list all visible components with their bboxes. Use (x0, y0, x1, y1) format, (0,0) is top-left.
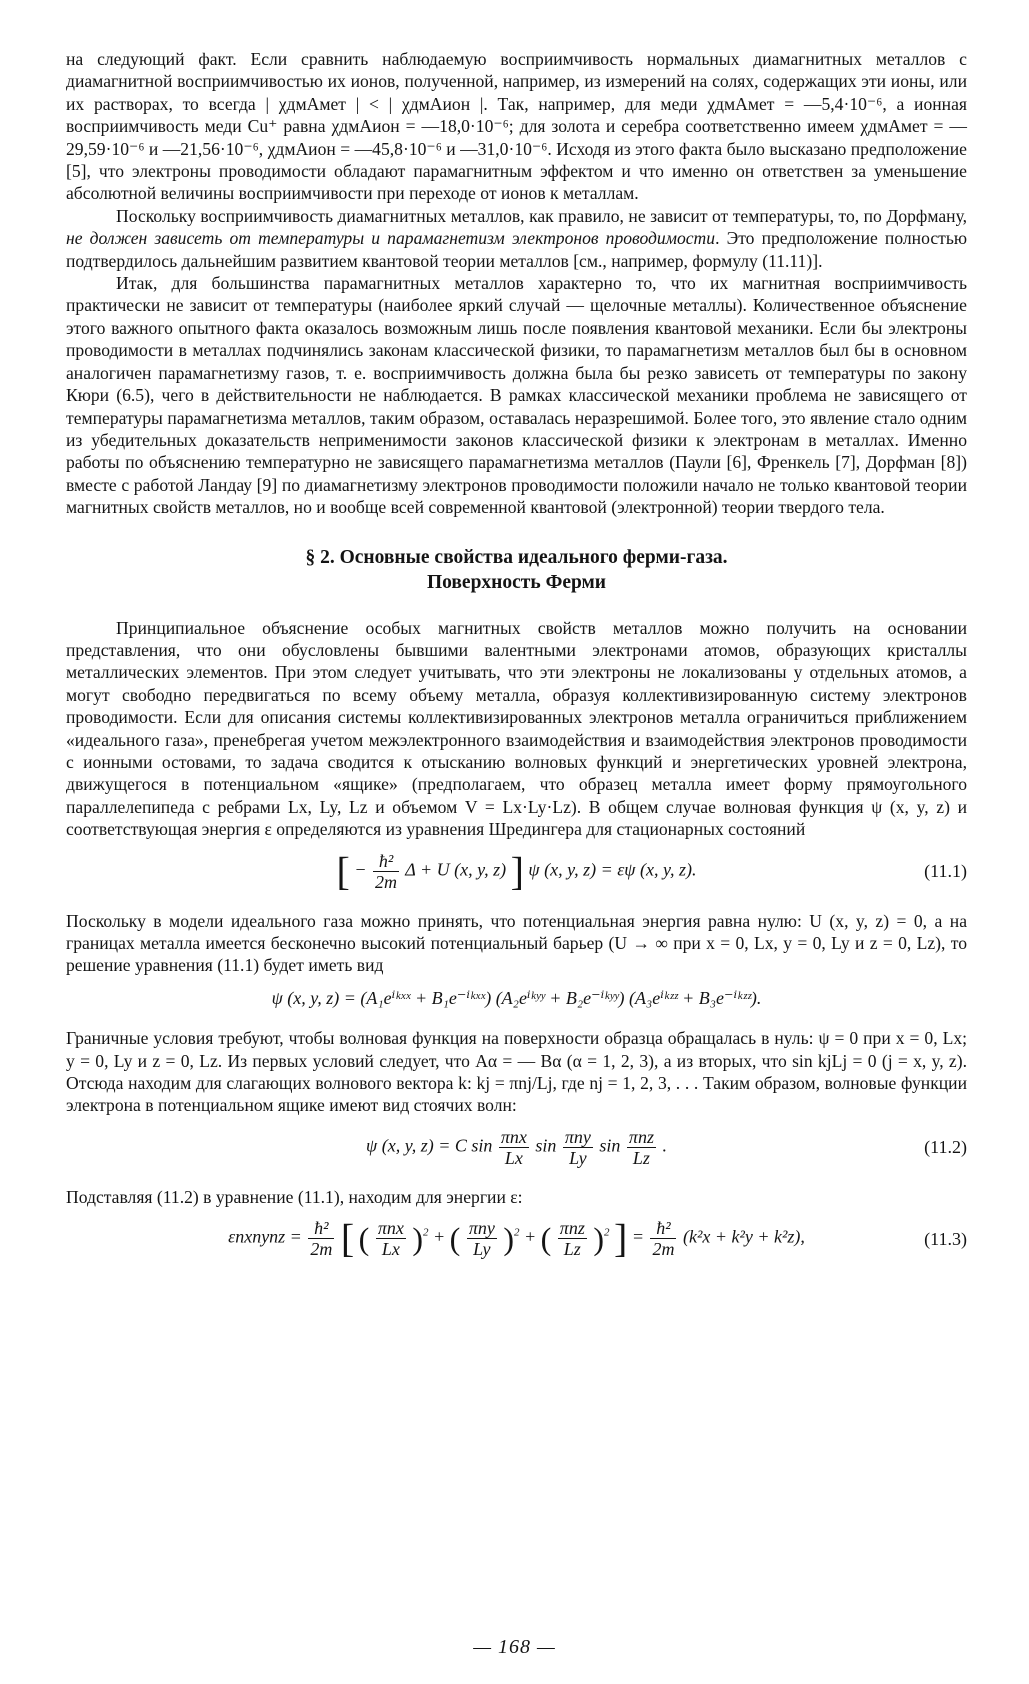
equation-bracket-close: ] (613, 1215, 628, 1261)
paren-close: ) (503, 1220, 514, 1257)
equation-bracket-open: [ (340, 1215, 355, 1261)
paren-open: ( (540, 1220, 552, 1257)
fraction-numerator: πny (468, 1218, 495, 1239)
fraction-numerator: πny (564, 1126, 591, 1147)
equation-number: (11.1) (924, 860, 967, 881)
equation-wavefunction-text: ψ (x, y, z) = (A₁eⁱᵏˣˣ + B₁e⁻ⁱᵏˣˣ) (A₂eⁱᵏʸʸ + B₂e⁻ⁱᵏʸʸ) (A₃eⁱᵏᶻᶻ + B₃e⁻ⁱᵏᶻᶻ). (271, 987, 762, 1008)
equation-lhs: ψ (x, y, z) = C sin (366, 1135, 493, 1156)
fraction-z (558, 1218, 587, 1259)
equation-11-2 (66, 1127, 967, 1168)
fraction-denominator: Ly (563, 1147, 593, 1168)
paragraph-paramagnetic-metals: Итак, для большинства парамагнитных металлов характерно то, что их магнитная восприимчивость практически не зависит от температуры (наиболее яркий случай — щелочные металлы). Количественное объяснение этого важного опытного факта оказалось возможным лишь после появления квантовой механики. Если бы электроны проводимости в металлах подчинялись законам классической физики, то парамагнетизм металлов был бы в основном аналогичен парамагнетизму газов, т. е. восприимчивость должна была бы резко зависеть от температуры по закону Кюри (6.5), чего в действительности не наблюдается. В рамках классической механики проблема не зависящего от температуры парамагнетизма металлов, таким образом, оставалась неразрешимой. Более того, это явление стало одним из убедительных доказательств неприменимости законов классической физики к электронам в металлах. Именно работы по объяснению температурно не зависящего парамагнетизма металлов (Паули [6], Френкель [7], Дорфман [8]) вместе с работой Ландау [9] по диамагнетизму электронов проводимости положили начало не только квантовой теории магнитных свойств металлов, но и вообще всей современной квантовой (электронной) теории твердого тела. (66, 273, 967, 518)
equation-11-3 (66, 1215, 967, 1261)
fraction-denominator: Ly (467, 1238, 497, 1259)
equation-wavefunction-general (66, 987, 967, 1009)
fraction-z (627, 1127, 656, 1168)
equals-sign: = (631, 1226, 644, 1247)
fraction-y (563, 1127, 593, 1168)
paren-open: ( (358, 1220, 370, 1257)
equation-bracket-close: ] (510, 848, 524, 894)
paragraph-dorfman (66, 205, 967, 272)
fraction-denominator: 2m (375, 871, 398, 892)
fraction-y (467, 1218, 497, 1259)
paragraph-substituting: Подставляя (11.2) в уравнение (11.1), находим для энергии ε: (66, 1186, 523, 1207)
paragraph-diamagnetic-ions: на следующий факт. Если сравнить наблюдаемую восприимчивость нормальных диамагнитных металлов с диамагнитной восприимчивостью их ионов, полученной, например, из измерений на солях, содержащих эти ионы, или их растворах, то всегда | χдмAмет | < | χдмAион |. Так, например, для меди χдмAмет = —5,4·10⁻⁶, а ионная восприимчивость меди Cu⁺ равна χдмAион = —18,0·10⁻⁶; для золота и серебра соответственно имеем χдмAмет = —29,59·10⁻⁶ и —21,56·10⁻⁶, χдмAион = —45,8·10⁻⁶ и —31,0·10⁻⁶. Исходя из этого факта было высказано предположение [5], что электроны проводимости обладают парамагнитным эффектом и что именно он ответствен за уменьшение абсолютной величины восприимчивости при переходе от ионов к металлам. (66, 49, 967, 204)
paragraph-boundary-conditions: Граничные условия требуют, чтобы волновая функция на поверхности образца обращалась в нуль: ψ = 0 при x = 0, Lx; y = 0, Ly и z = 0, Lz. Из первых условий следует, что Aα = — Bα (α = 1, 2, 3), а из вторых, что sin kjLj = 0 (j = x, y, z). Отсюда находим для слагающих волнового вектора k: kj = πnj/Lj, где nj = 1, 2, 3, . . . Таким образом, волновые функции электрона в потенциальном ящике имеют вид стоячих волн: (66, 1028, 967, 1116)
equation-number: (11.3) (924, 1228, 967, 1249)
fraction-numerator: πnx (500, 1126, 527, 1147)
paragraph-dorfman-start: Поскольку восприимчивость диамагнитных металлов, как правило, не зависит от температуры, то, по Дорфману, (116, 205, 967, 226)
equation-period: . (662, 1135, 667, 1156)
fraction-numerator: ħ² (656, 1218, 671, 1239)
fraction-numerator: πnx (377, 1218, 404, 1239)
equation-number: (11.2) (924, 1137, 967, 1158)
paren-close: ) (412, 1220, 423, 1257)
paragraph-fermi-gas-intro: Принципиальное объяснение особых магнитных свойств металлов можно получить на основании представления, что они обусловлены бывшими валентными электронами атомов, образующих кристаллы металлических элементов. При этом следует учитывать, что эти электроны не локализованы у отдельных атомов, а могут свободно передвигаться по всему объему металла, образуя коллективизированную систему электронов проводимости. Если для описания системы коллективизированных электронов металла ограничиться приближением «идеального газа», пренебрегая учетом межэлектронного взаимодействия и взаимодействия электронов проводимости с ионными остовами, то задача сводится к отысканию волновых функций и энергетических уровней электрона, движущегося в потенциальном «ящике» (предполагаем, что образец металла имеет форму прямоугольного параллелепипеда с ребрами Lx, Ly, Lz и объемом V = Lx·Ly·Lz). В общем случае волновая функция ψ (x, y, z) и соответствующая энергия ε определяются из уравнения Шредингера для стационарных состояний (66, 617, 967, 840)
section-heading-line1: § 2. Основные свойства идеального ферми-газа. (305, 546, 728, 568)
plus-sign: + (433, 1226, 446, 1247)
fraction-x (499, 1127, 529, 1168)
paragraph-dorfman-end: . Это предположение полностью подтвердилось дальнейшим развитием квантовой теории металлов [см., например, формулу (11.11)]. (66, 228, 967, 271)
equation-fraction-h2-2m (373, 851, 399, 892)
fraction-numerator: πnz (628, 1126, 654, 1147)
fraction-denominator: Lz (558, 1238, 587, 1259)
paragraph-ideal-gas-potential: Поскольку в модели идеального газа можно принять, что потенциальная энергия равна нулю: U (x, y, z) = 0, а на границах металла имеется бесконечно высокий потенциальный барьер (U → ∞ при x = 0, Lx, y = 0, Ly и z = 0, Lz), то решение уравнения (11.1) будет иметь вид (66, 910, 967, 976)
sin-label: sin (599, 1135, 621, 1156)
fraction-x (376, 1218, 406, 1259)
fraction-denominator: Lz (627, 1147, 656, 1168)
fraction-numerator: ħ² (378, 850, 394, 871)
exponent: 2 (603, 1226, 610, 1239)
equation-bracket-open: [ (336, 848, 350, 894)
equation-rhs: ψ (x, y, z) = εψ (x, y, z). (528, 859, 697, 880)
fraction-denominator: Lx (499, 1147, 529, 1168)
equation-fraction-h2-2m-rhs (650, 1218, 676, 1259)
equation-fraction-h2-2m (308, 1218, 334, 1259)
exponent: 2 (423, 1226, 429, 1239)
equation-11-1 (66, 848, 967, 894)
fraction-denominator: 2m (652, 1239, 675, 1260)
fraction-numerator: ħ² (314, 1218, 329, 1239)
equation-minus: − (354, 859, 367, 880)
exponent: 2 (513, 1226, 520, 1239)
page-number: — 168 — (473, 1636, 556, 1658)
section-heading (66, 545, 967, 595)
fraction-denominator: 2m (310, 1239, 333, 1260)
paragraph-dorfman-italic: не должен зависеть от температуры и парамагнетизм электронов проводимости (66, 228, 716, 249)
paren-close: ) (593, 1220, 604, 1257)
plus-sign: + (523, 1226, 537, 1247)
sin-label: sin (535, 1135, 557, 1156)
fraction-numerator: πnz (559, 1218, 585, 1239)
equation-rhs: (k²x + k²y + k²z), (682, 1226, 805, 1247)
section-heading-line2: Поверхность Ферми (426, 571, 607, 593)
fraction-denominator: Lx (376, 1238, 406, 1259)
equation-lhs: εnxnynz = (228, 1226, 302, 1247)
equation-operator-part: Δ + U (x, y, z) (405, 859, 507, 880)
paren-open: ( (449, 1220, 461, 1257)
